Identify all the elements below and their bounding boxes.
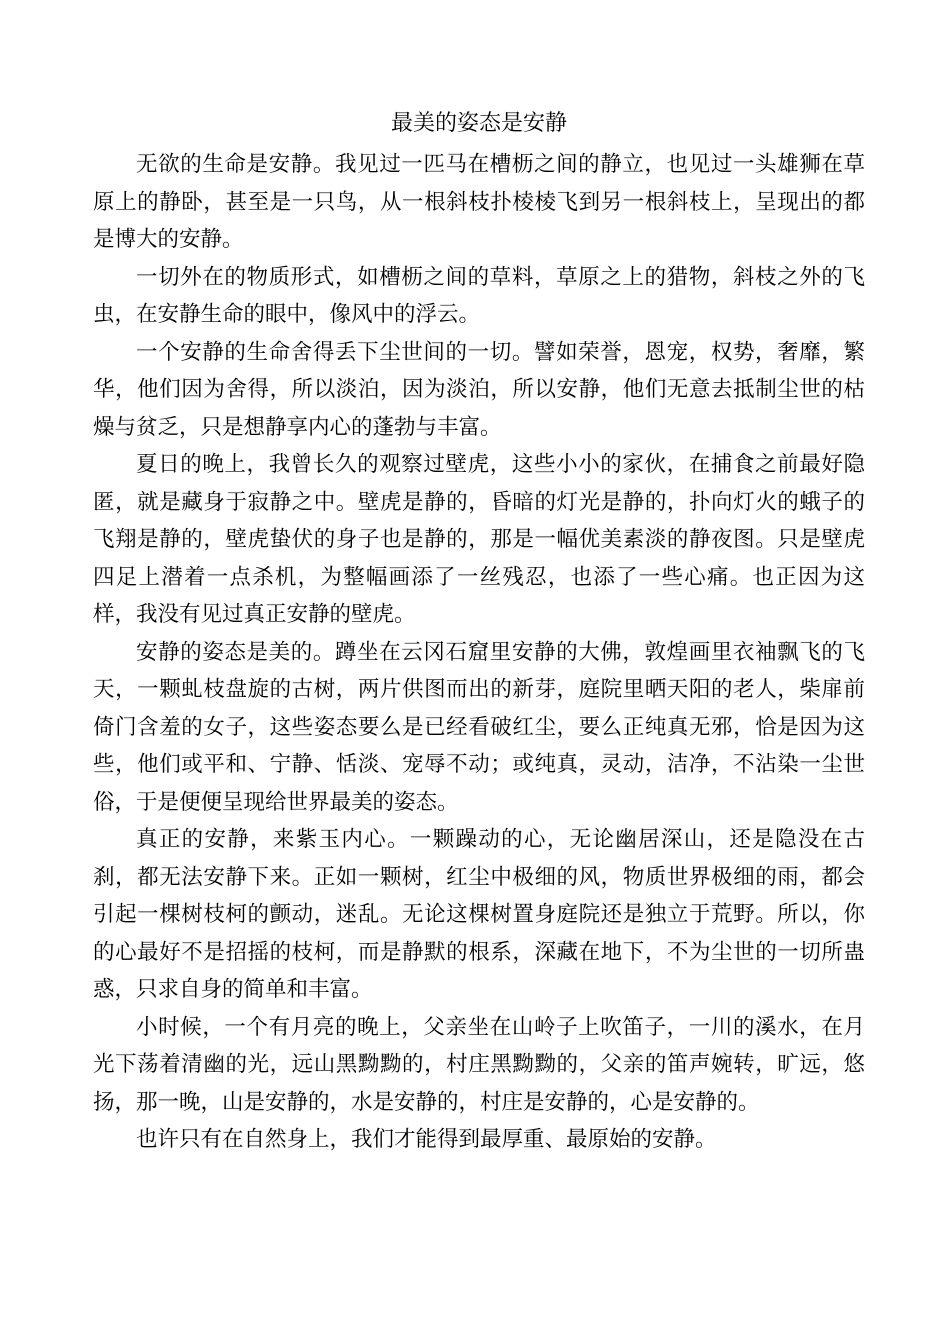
paragraph-6: 真正的安静，来紫玉内心。一颗躁动的心，无论幽居深山，还是隐没在古刹，都无法安静下来。正如一颗树，红尘中极细的风，物质世界极细的雨，都会引起一棵树枝柯的颤动，迷乱。无论这棵树置身庭院还是独立于荒野。所以，你的心最好不是招摇的枝柯，而是静默的根系，深藏在地下，不为尘世的一切所蛊惑，只求自身的简单和丰富。 [93,827,865,1002]
paragraph-4: 夏日的晚上，我曾长久的观察过壁虎，这些小小的家伙，在捕食之前最好隐匿，就是藏身于寂静之中。壁虎是静的，昏暗的灯光是静的，扑向灯火的蛾子的飞翔是静的，壁虎蛰伏的身子也是静的，那是一幅优美素淡的静夜图。只是壁虎四足上潜着一点杀机，为整幅画添了一丝残忍，也添了一些心痛。也正因为这样，我没有见过真正安静的壁虎。 [93,452,865,627]
paragraph-2: 一切外在的物质形式，如槽枥之间的草料，草原之上的猎物，斜枝之外的飞虫，在安静生命的眼中，像风中的浮云。 [93,264,865,327]
document-title: 最美的姿态是安静 [390,111,567,136]
paragraph-5: 安静的姿态是美的。蹲坐在云冈石窟里安静的大佛，敦煌画里衣袖飘飞的飞天，一颗虬枝盘旋的古树，两片供图而出的新芽，庭院里晒天阳的老人，柴扉前倚门含羞的女子，这些姿态要么是已经看破红尘，要么正纯真无邪，恰是因为这些，他们或平和、宁静、恬淡、宠辱不动；或纯真，灵动，洁净，不沾染一尘世俗，于是便便呈现给世界最美的姿态。 [93,639,865,815]
paragraph-3: 一个安静的生命舍得丢下尘世间的一切。譬如荣誉，恩宠，权势，奢靡，繁华，他们因为舍得，所以淡泊，因为淡泊，所以安静，他们无意去抵制尘世的枯燥与贫乏，只是想静享内心的蓬勃与丰富。 [93,339,865,440]
document-page [93,106,865,1159]
paragraph-7: 小时候，一个有月亮的晚上，父亲坐在山岭子上吹笛子，一川的溪水，在月光下荡着清幽的光，远山黑黝黝的，村庄黑黝黝的，父亲的笛声婉转，旷远，悠扬，那一晚，山是安静的，水是安静的，村庄是安静的，心是安静的。 [93,1014,865,1115]
paragraph-1: 无欲的生命是安静。我见过一匹马在槽枥之间的静立，也见过一头雄狮在草原上的静卧，甚至是一只鸟，从一根斜枝扑棱棱飞到另一根斜枝上，呈现出的都是博大的安静。 [93,152,865,252]
paragraph-8: 也许只有在自然身上，我们才能得到最厚重、最原始的安静。 [136,1127,717,1152]
